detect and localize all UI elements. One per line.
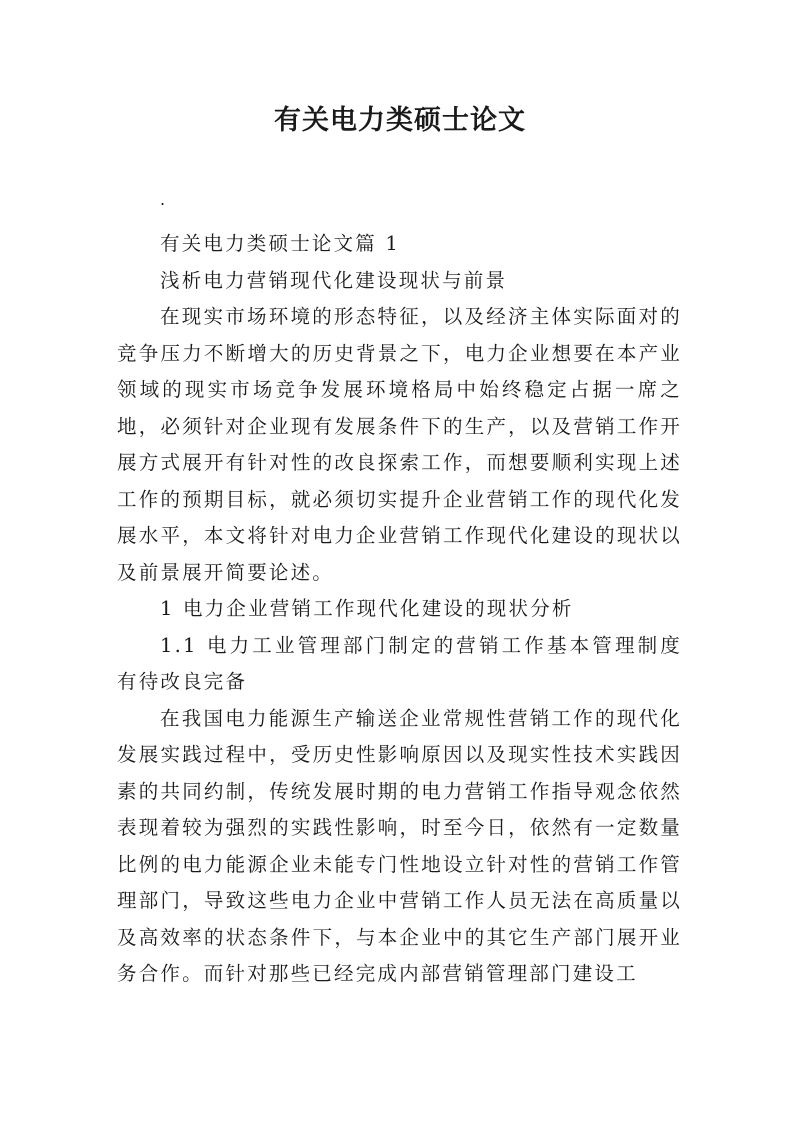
paragraph-subtitle: 浅析电力营销现代化建设现状与前景: [160, 268, 508, 292]
document-title: 有关电力类硕士论文: [274, 105, 526, 136]
document-body: [117, 226, 682, 993]
paragraph-body: 在我国电力能源生产输送企业常规性营销工作的现代化发展实践过程中，受历史性影响原因以及现实性技术实践因素的共同约制，传统发展时期的电力营销工作指导观念依然表现着较为强烈的实践性影响，时至今日，依然有一定数量比例的电力能源企业未能专门性地设立针对性的营销工作管理部门，导致这些电力企业中营销工作人员无法在高质量以及高效率的状态条件下，与本企业中的其它生产部门展开业务合作。而针对那些已经完成内部营销管理部门建设工: [117, 706, 682, 985]
subsection-heading: 1.1 电力工业管理部门制定的营销工作基本管理制度有待改良完备: [117, 633, 682, 693]
section-heading: 1 电力企业营销工作现代化建设的现状分析: [160, 597, 574, 620]
paragraph-intro: 在现实市场环境的形态特征，以及经济主体实际面对的竞争压力不断增大的历史背景之下，电力企业想要在本产业领域的现实市场竞争发展环境格局中始终稳定占据一席之地，必须针对企业现有发展条件下的生产，以及营销工作开展方式展开有针对性的改良探索工作，而想要顺利实现上述工作的预期目标，就必须切实提升企业营销工作的现代化发展水平，本文将针对电力企业营销工作现代化建设的现状以及前景展开简要论述。: [117, 305, 682, 584]
paragraph-heading: 有关电力类硕士论文篇 1: [160, 232, 401, 255]
section-marker: .: [160, 190, 166, 209]
